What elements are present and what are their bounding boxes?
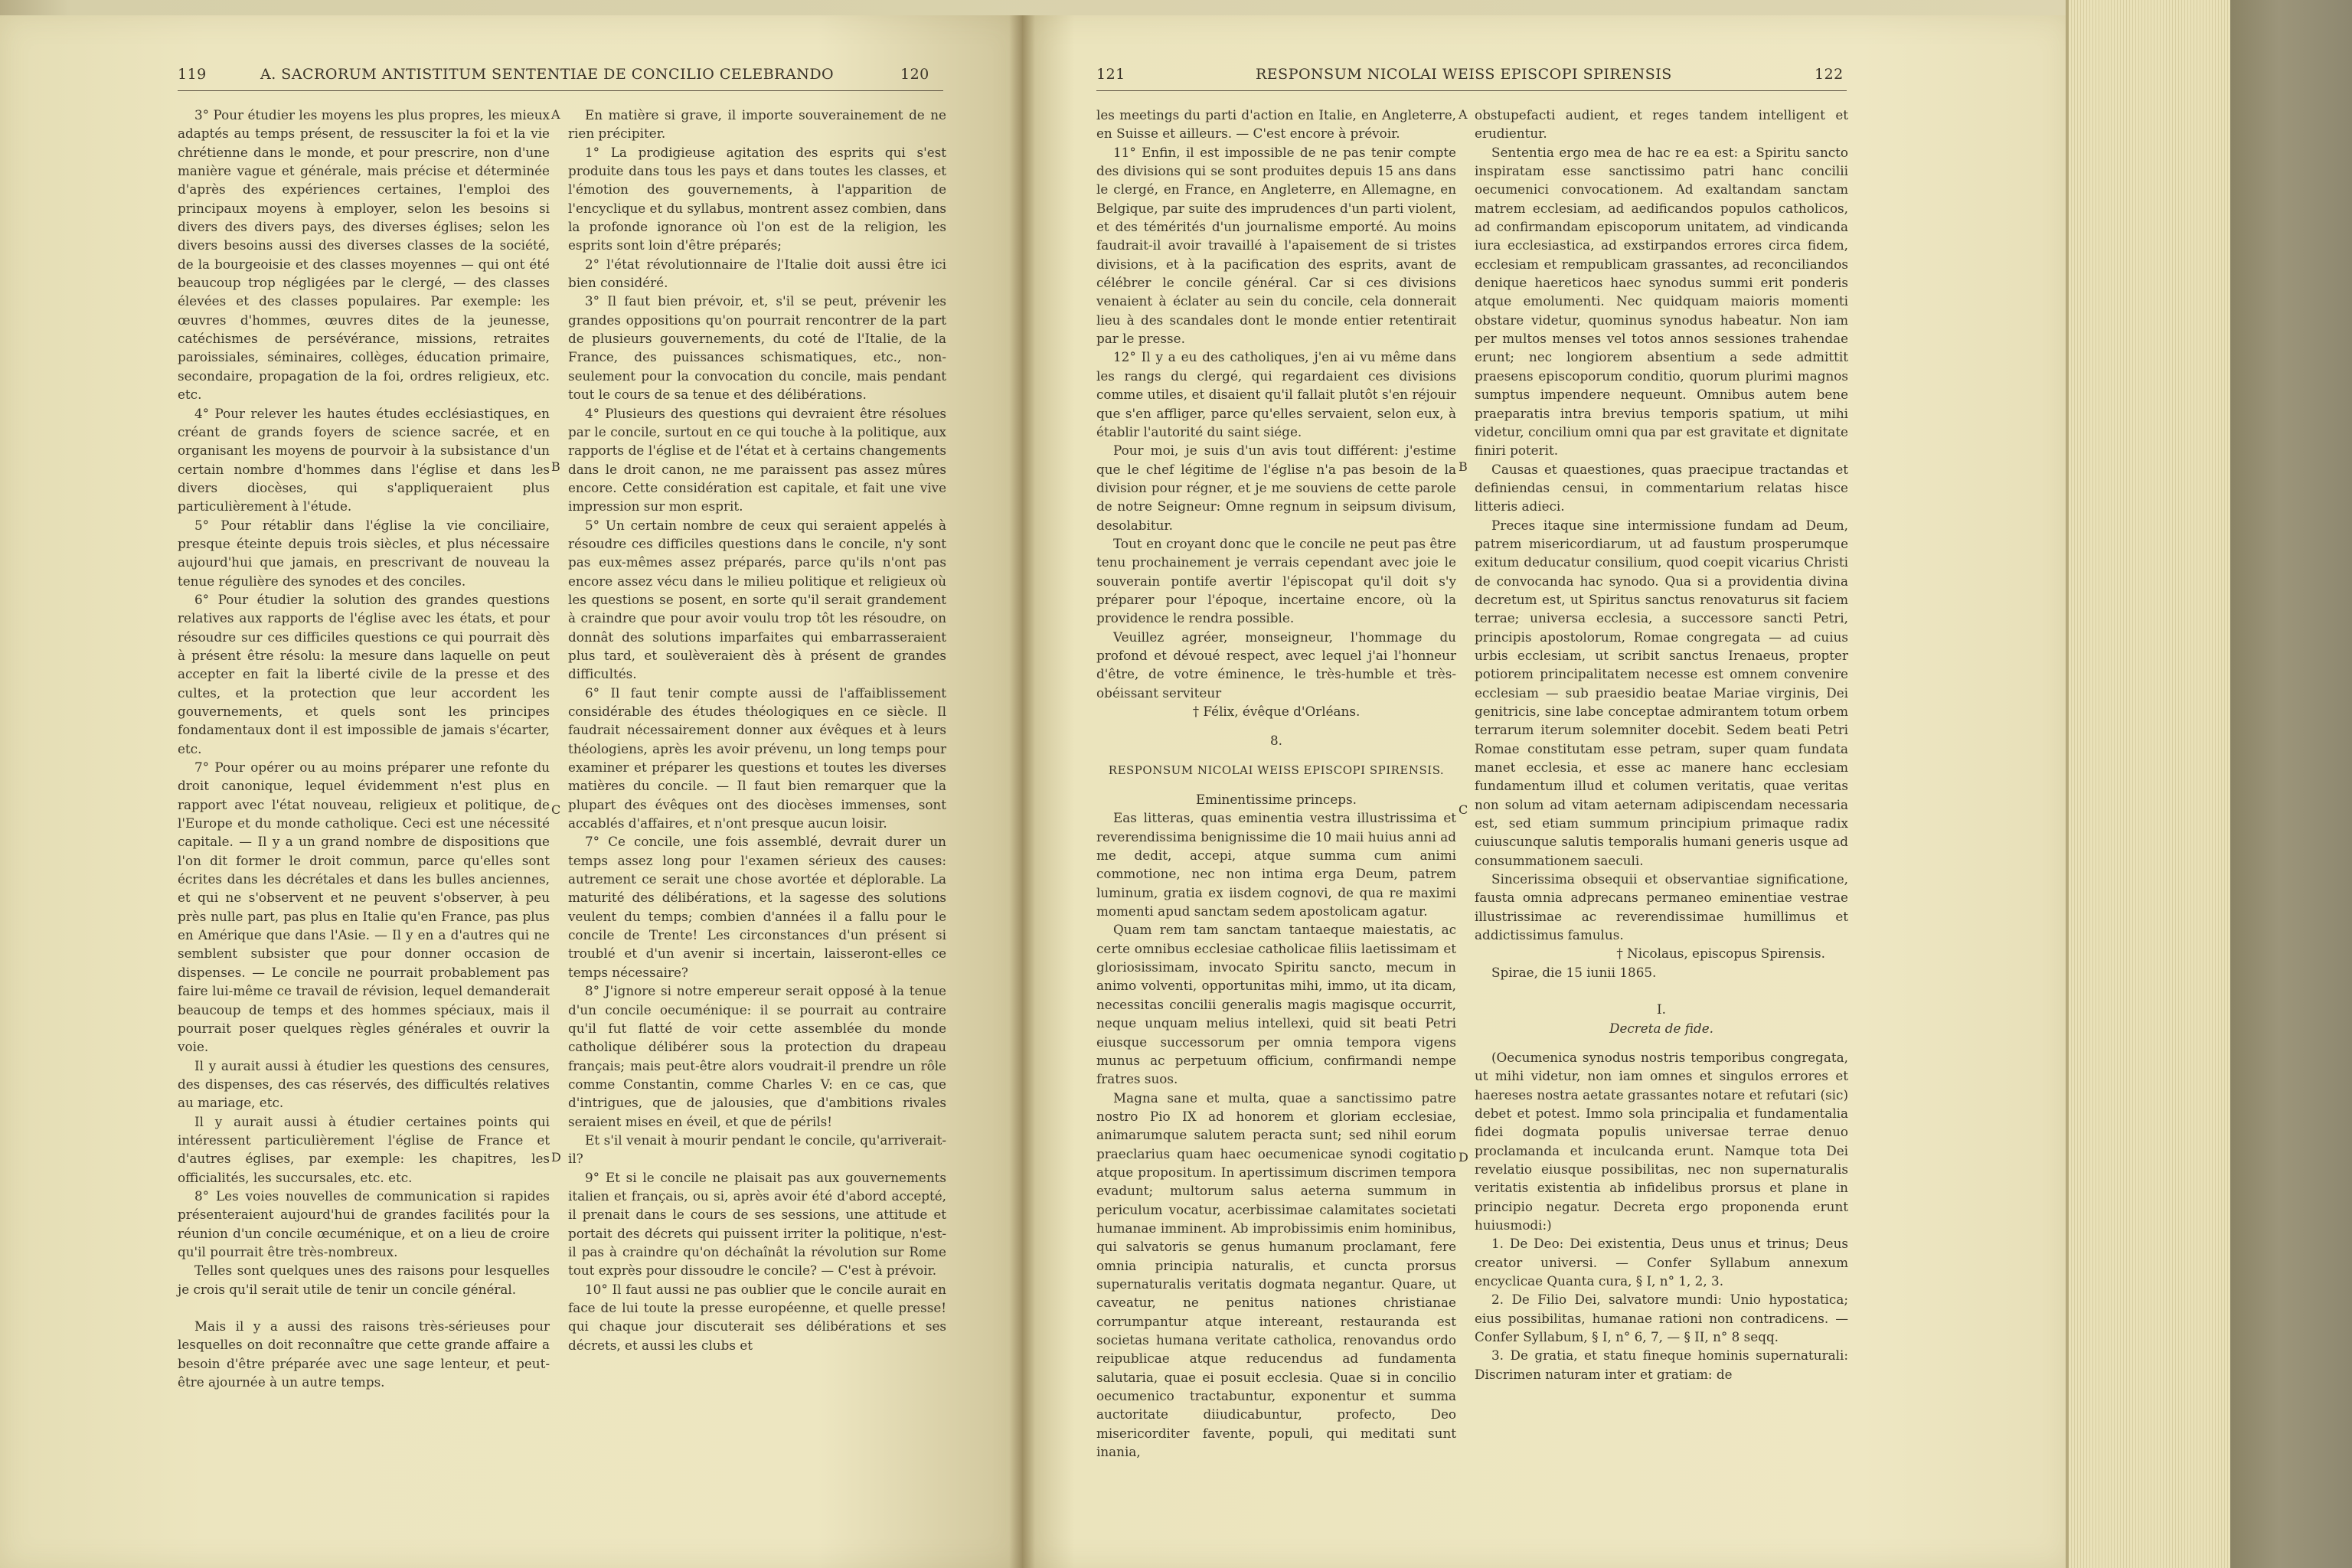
paragraph: 6° Pour étudier la solution des grandes questions relatives aux rapports de l'église avec les états, et pour résoudre sur ces difficiles questions ce qui pourrait dès à présent être résolu: la mesure dans laquelle on peut accepter en fait la liberté civile de la presse et des cultes, et la protection que leur accordent les gouvernements, et quels sont les principes fondamentaux dont il est impossible de jamais s'écarter, etc. (178, 591, 550, 756)
paragraph: 2. De Filio Dei, salvatore mundi: Unio hypostatica; eius possibilitas, humanae rationi non contradicens. — Confer Syllabum, § I, n° 6, 7, — § II, n° 8 seqq. (1475, 1292, 1848, 1344)
paragraph: Sincerissima obsequii et observantiae significatione, fausta omnia adprecans permaneo eminentiae vestrae illustrissimae ac reverendissimae humillimus et addictissimus famulus. (1475, 871, 1848, 943)
margin-marker-a: A (1459, 107, 1468, 122)
paragraph: les meetings du parti d'action en Italie, en Angleterre, en Suisse et ailleurs. — C'est encore à prévoir. (1096, 107, 1456, 142)
left-column-1 (178, 106, 550, 1391)
paragraph: 7° Ce concile, une fois assemblé, devrait durer un temps assez long pour l'examen sérieux des causes: autrement ce serait une chose avortée et déplorable. La maturité des délibérations, et la sagesse des solutions veulent du temps; combien d'années il a fallu pour le concile de Trente! Les circonstances d'un présent si troublé et d'un avenir si incertain, laisseront-elles ce temps nécessaire? (568, 834, 946, 980)
paragraph: Veuillez agréer, monseigneur, l'hommage du profond et dévoué respect, avec lequel j'ai l'honneur d'être, de votre éminence, le très-humble et très-obéissant serviteur (1096, 629, 1456, 701)
paragraph: Et s'il venait à mourir pendant le concile, qu'arriverait-il? (568, 1132, 946, 1167)
right-header-rule (1096, 90, 1847, 91)
right-column-2 (1475, 106, 1848, 1383)
paragraph: 9° Et si le concile ne plaisait pas aux gouvernements italien et français, ou si, après avoir été d'abord accepté, il prenait dans le cours de ses sessions, une attitude et portait des décrets qui puissent irriter la politique, n'est-il pas à craindre qu'on déchaînât la révolution sur Rome tout exprès pour dissoudre le concile? — C'est à prévoir. (568, 1169, 946, 1279)
spacer (1096, 750, 1456, 761)
paragraph: 2° l'état révolutionnaire de l'Italie doit aussi être ici bien considéré. (568, 256, 946, 291)
paragraph: Quam rem tam sanctam tantaeque maiestatis, ac certe omnibus ecclesiae catholicae filiis laetissimam et gloriosissimam, invocato Spiritu sancto, mecum in animo volventi, opportunitas mihi, immo, ut ita dicam, necessitas concilii generalis magis magisque occurrit, neque unquam melius intellexi, quid sit beati Petri eiusque successorum per omnia tempora vigens munus ac perpetuum officium, confirmandi nempe fratres suos. (1096, 922, 1456, 1087)
margin-marker-d: D (551, 1150, 561, 1165)
left-running-title: A. SACRORUM ANTISTITUM SENTENTIAE DE CONCILIO CELEBRANDO (260, 66, 835, 83)
spacer (1096, 779, 1456, 790)
paragraph: Preces itaque sine intermissione fundam ad Deum, patrem misericordiarum, ut ad faustum prosperumque exitum deducatur consilium, quod coepit vicarius Christi de convocanda hac synodo. Qua si a providentia divina decretum est, ut Spiritus sanctus renovaturus sit faciem terrae; universa ecclesia, a successore sancti Petri, principis apostolorum, Romae congregata — ad cuius urbis ecclesiam, ut scribit sanctus Irenaeus, propter potiorem principalitatem necesse est omnem convenire ecclesiam — sub praesidio beatae Mariae virginis, Dei genitricis, sine labe conceptae admirantem totum orbem terrarum iterum solemniter docebit. Sedem beati Petri Romae constitutam esse petram, super quam fundata manet ecclesia, et esse ac manere hanc ecclesiam fundamentum illud et columen veritatis, quae veritas non solum ad vitam aeternam adipiscendam necessaria est, sed etiam summum principium primaque radix cuiuscunque salutis temporalis humani generis usque ad consummationem saeculi. (1475, 517, 1848, 868)
paragraph: 8° J'ignore si notre empereur serait opposé à la tenue d'un concile oecuménique: il se pourrait au contraire qu'il fut flatté de voir cette assemblée du monde catholique délibérer sous la protection du drapeau français; mais peut-être alors voudrait-il prendre un rôle comme Constantin, comme Charles V: en ce cas, que d'intrigues, que de jalousies, que d'ambitions rivales seraient mises en éveil, et que de périls! (568, 983, 946, 1129)
paragraph: Il y aurait aussi à étudier certaines points qui intéressent particulièrement l'église de France et d'autres églises, par exemple: les chapitres, les officialités, les succursales, etc. etc. (178, 1113, 550, 1185)
paragraph: 3° Pour étudier les moyens les plus propres, les mieux adaptés au temps présent, de ressusciter la foi et la vie chrétienne dans le monde, et pour prescrire, non d'une manière vague et générale, mais précise et déterminée d'après des expériences certaines, l'emploi des principaux moyens à employer, selon les besoins si divers des divers pays, des diverses églises; selon les divers besoins aussi des diverses classes de la société, de la bourgeoisie et des classes moyennes — qui ont été beaucoup trop négligées par le clergé, — des classes élevées et des classes populaires. Par exemple: les œuvres d'hommes, œuvres dites de la jeunesse, catéchismes de persévérance, missions, retraites paroissiales, séminaires, collèges, éducation primaire, secondaire, propagation de la foi, ordres religieux, etc. etc. (178, 107, 550, 403)
paragraph: 8° Les voies nouvelles de communication si rapides présenteraient aujourd'hui de grandes facilités pour la réunion d'un concile œcuménique, et on a lieu de croire qu'il pourrait être très-nombreux. (178, 1187, 550, 1259)
spacer (178, 1298, 550, 1317)
section-roman-numeral: I. (1657, 1001, 1666, 1018)
spacer (1096, 720, 1456, 731)
margin-marker-d: D (1459, 1150, 1468, 1165)
paragraph: En matière si grave, il importe souverainement de ne rien précipiter. (568, 107, 946, 142)
page-edges (2066, 0, 2233, 1568)
paragraph: 3. De gratia, et statu fineque hominis supernaturali: Discrimen naturam inter et gratiam: de (1475, 1348, 1848, 1382)
right-page-number-121: 121 (1096, 66, 1125, 83)
paragraph: 4° Pour relever les hautes études ecclésiastiques, en créant de grands foyers de science sacrée, et en organisant les moyens de pourvoir à la subsistance d'un certain nombre d'hommes dans l'église et dans les divers diocèses, qui s'appliqueraient plus particulièrement à l'étude. (178, 405, 550, 514)
paragraph: Il y aurait aussi à étudier les questions des censures, des dispenses, des cas réservés, des difficultés relatives au mariage, etc. (178, 1057, 550, 1111)
paragraph: Causas et quaestiones, quas praecipue tractandas et definiendas censui, in commentarium relatas hisce litteris adieci. (1475, 461, 1848, 514)
paragraph: 10° Il faut aussi ne pas oublier que le concile aurait en face de lui toute la presse européenne, et quelle presse! qui chaque jour discuterait ses délibérations et ses décrets, et aussi les clubs et (568, 1281, 946, 1353)
margin-marker-c: C (551, 802, 561, 817)
paragraph: Mais il y a aussi des raisons très-sérieuses pour lesquelles on doit reconnaître que cette grande affaire a besoin d'être préparée avec une sage lenteur, et peut-être ajournée à un autre temps. (178, 1318, 550, 1390)
paragraph: Magna sane et multa, quae a sanctissimo patre nostro Pio IX ad honorem et gloriam ecclesiae, animarumque salutem peracta sunt; sed nihil eorum praeclarius quam haec oecumenicae synodi cogitatio atque propositum. In apertissimum discrimen tempora evadunt; multorum salus aeterna summum in periculum vocatur, acerbissimae calamitates societati humanae imminent. Ab improbissimis enim hominibus, qui salvatoris se genus humanum proclamant, fere omnia principia naturalis, et cuncta prorsus supernaturalis veritatis dogmata negantur. Quare, ut caveatur, ne penitus nationes christianae corrumpantur atque intereant, restauranda est societas humana veritate catholica, renovandus ordo reipublicae atque reducendus ad fundamenta salutaria, quae ei posuit ecclesia. Quae si in concilio oecumenico tractabuntur, exponentur et summa auctoritate diiudicabuntur, profecto, Deo misericorditer favente, populi, qui meditati sunt inania, (1096, 1089, 1456, 1460)
margin-marker-a: A (551, 107, 560, 122)
margin-marker-b: B (551, 459, 560, 474)
paragraph: 7° Pour opérer ou au moins préparer une refonte du droit canonique, lequel évidemment n'est plus en rapport avec l'état nouveau, religieux et politique, de l'Europe et du monde catholique. Ceci est une nécessité capitale. — Il y a un grand nombre de dispositions que l'on dit former le droit commun, parce qu'elles sont écrites dans les décrétales et dans les bulles anciennes, et qui ne s'observent et ne peuvent s'observer, à peu près nulle part, pas plus en Italie qu'en France, pas plus en Amérique que dans l'Asie. — Il y en a d'autres qui ne semblent subsister que pour donner occasion de dispenses. — Le concile ne pourrait probablement pas faire lui-même ce travail de révision, lequel demanderait beaucoup de temps et des hommes spéciaux, mais il pourrait poser quelques règles générales et ouvrir la voie. (178, 760, 550, 1055)
paragraph: 1. De Deo: Dei existentia, Deus unus et trinus; Deus creator universi. — Confer Syllabum annexum encyclicae Quanta cura, § I, n° 1, 2, 3. (1475, 1236, 1848, 1289)
paragraph: Sententia ergo mea de hac re ea est: a Spiritu sancto inspiratam esse sanctissimo patri hanc concilii oecumenici convocationem. Ad exaltandam sanctam matrem ecclesiam, ad aedificandos populos catholicos, ad confirmandam episcoporum unitatem, ad vindicanda iura ecclesiastica, ad exstirpandos errores circa fidem, ecclesiam et rempublicam grassantes, ad reconciliandos denique haereticos haec synodus summi erit ponderis atque emolumenti. Nec quidquam maioris momenti obstare videtur, quominus synodus habeatur. Non iam per multos menses vel totos annos sessiones trahendae erunt; nec longiorem absentium a sede admittit praesens episcoporum conditio, quorum plurimi magnos sumptus impendere nequeunt. Omnibus autem bene praeparatis intra brevius temporis spatium, ut mihi videtur, concilium omni qua par est gravitate et dignitate finiri poterit. (1475, 144, 1848, 459)
paragraph: Eas litteras, quas eminentia vestra illustrissima et reverendissima benignissime die 10 maii huius anni ad me dedit, accepi, atque summa cum animi commotione, nec non intima erga Deum, patrem luminum, gratia ex iisdem cognovi, de qua re maximi momenti apud sanctam sedem apostolicam agatur. (1096, 810, 1456, 920)
margin-marker-c: C (1459, 802, 1468, 817)
paragraph: 3° Il faut bien prévoir, et, s'il se peut, prévenir les grandes oppositions qu'on pourrait rencontrer de la part de plusieurs gouvernements, du coté de l'Italie, de la France, des puissances schismatiques, etc., non-seulement pour la convocation du concile, mais pendant tout le cours de sa tenue et des délibérations. (568, 293, 946, 403)
signature-nicolaus: † Nicolaus, episcopus Spirensis. (1616, 946, 1825, 962)
dateline: Spirae, die 15 iunii 1865. (1491, 964, 1657, 980)
paragraph: 5° Pour rétablir dans l'église la vie conciliaire, presque éteinte depuis trois siècles, et plus nécessaire aujourd'hui que jamais, en prescrivant de nouveau la tenue régulière des synodes et des conciles. (178, 517, 550, 589)
section-title: RESPONSUM NICOLAI WEISS EPISCOPI SPIRENSIS. (1108, 763, 1445, 777)
paragraph: 5° Un certain nombre de ceux qui seraient appelés à résoudre ces difficiles questions dans le concile, n'y sont pas eux-mêmes assez préparés, parce qu'ils n'ont pas encore assez vécu dans le milieu politique et religieux où les questions se posent, en sorte qu'il serait grandement à craindre que pour avoir voulu trop tôt les résoudre, on donnât des solutions imparfaites qui embarrasseraient plus tard, et soulèveraient dès à présent de grandes difficultés. (568, 517, 946, 682)
signature-felix: † Félix, évêque d'Orléans. (1192, 704, 1361, 719)
spacer (1475, 1037, 1848, 1048)
spacer (1475, 982, 1848, 1000)
paragraph: 4° Plusieurs des questions qui devraient être résolues par le concile, surtout en ce qui touche à la politique, aux rapports de l'église et de l'état et à certains changements dans le droit canon, ne me paraissent pas assez mûres encore. Cette considération est capitale, et fait une vive impression sur mon esprit. (568, 405, 946, 514)
right-column-1 (1096, 106, 1456, 1461)
margin-marker-b: B (1459, 459, 1468, 474)
paragraph: 1° La prodigieuse agitation des esprits qui s'est produite dans tous les pays et dans toutes les classes, et l'émotion des gouvernements, à l'apparition de l'encyclique et du syllabus, montrent assez combien, dans la profonde ignorance où l'on est de la religion, les esprits sont loin d'être préparés; (568, 144, 946, 253)
left-page-number-119: 119 (178, 66, 207, 83)
right-page-number-122: 122 (1815, 66, 1844, 83)
left-page-number-120: 120 (900, 66, 929, 83)
paragraph: obstupefacti audient, et reges tandem intelligent et erudientur. (1475, 107, 1848, 142)
book-cover-edge (2230, 0, 2352, 1568)
left-column-2 (568, 106, 946, 1354)
paragraph: Tout en croyant donc que le concile ne peut pas être tenu prochainement je verrais cependant avec joie le souverain pontife avertir l'épiscopat qu'il doit s'y préparer pour l'époque, incertaine encore, où la providence le rendra possible. (1096, 535, 1456, 626)
paragraph: 6° Il faut tenir compte aussi de l'affaiblissement considérable des études théologiques en ce siècle. Il faudrait nécessairement donner aux évêques et à leurs théologiens, après les avoir prévenu, un long temps pour examiner et préparer les questions et toutes les diverses matières du concile. — Il faut bien remarquer que la plupart des évêques ont des diocèses immenses, sont accablés d'affaires, et n'ont presque aucun loisir. (568, 684, 946, 831)
salutation: Eminentissime princeps. (1196, 792, 1357, 808)
paragraph: Telles sont quelques unes des raisons pour lesquelles je crois qu'il serait utile de tenir un concile général. (178, 1263, 550, 1297)
left-header-rule (178, 90, 943, 91)
section-number: 8. (1269, 733, 1282, 749)
decreta-title: Decreta de fide. (1609, 1020, 1714, 1036)
paragraph: 11° Enfin, il est impossible de ne pas tenir compte des divisions qui se sont produites depuis 15 ans dans le clergé, en France, en Angleterre, en Allemagne, en Belgique, par suite des imprudences d'un parti violent, et des témérités d'un journalisme emporté. Au moins faudrait-il avoir travaillé à l'apaisement de si tristes divisions, et à la pacification des esprits, avant de célébrer le concile général. Car si ces divisions venaient à éclater au sein du concile, cela donnerait lieu à des scandales dont le monde entier retentirait par le presse. (1096, 144, 1456, 347)
paragraph: (Oecumenica synodus nostris temporibus congregata, ut mihi videtur, non iam omnes et singulos errores et haereses nostra aetate grassantes notare et refutari (sic) debet et potest. Immo sola principalia et fundamentalia fidei dogmata populis universae terrae denuo proclamanda et inculcanda erunt. Namque tota Dei revelatio eiusque possibilitas, nec non supernaturalis veritatis existentia ab infidelibus prorsus et plane in principio negatur. Decreta ergo proponenda erunt huiusmodi:) (1475, 1049, 1848, 1233)
book-gutter (1009, 15, 1035, 1568)
right-running-title: RESPONSUM NICOLAI WEISS EPISCOPI SPIRENSIS (1256, 66, 1672, 83)
paragraph: Pour moi, je suis d'un avis tout différent: j'estime que le chef légitime de l'église n'a pas besoin de la division pour régner, et je me souviens de cette parole de notre Seigneur: Omne regnum in seipsum divisum, desolabitur. (1096, 443, 1456, 533)
paragraph: 12° Il y a eu des catholiques, j'en ai vu même dans les rangs du clergé, qui regardaient ces divisions comme utiles, et disaient qu'il fallait plutôt s'en réjouir que s'en affliger, parce qu'elles servaient, selon eux, à établir l'autorité du saint siége. (1096, 349, 1456, 439)
